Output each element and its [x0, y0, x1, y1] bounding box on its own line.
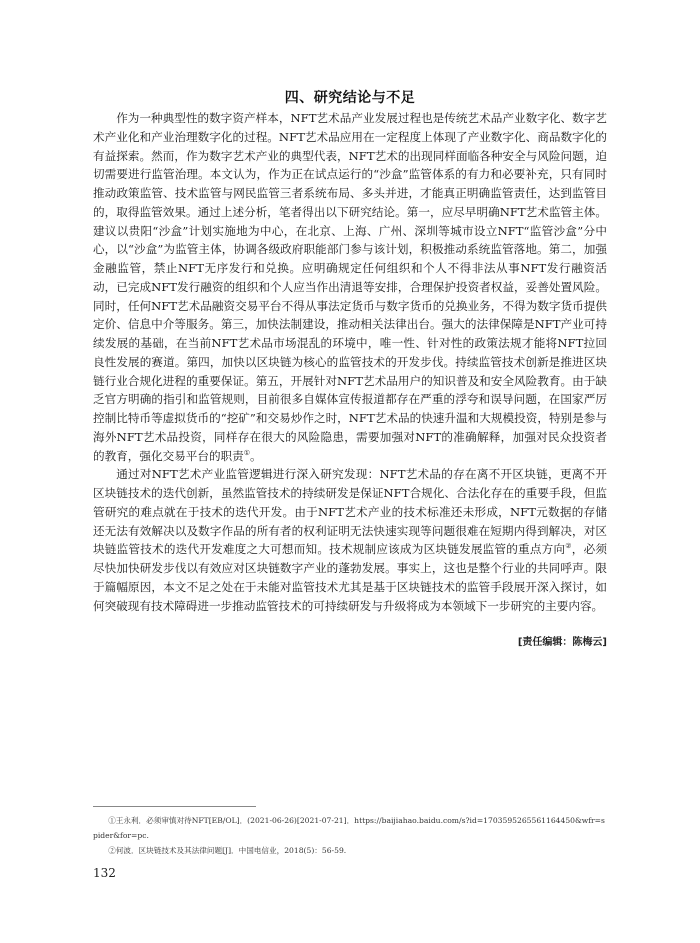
footnotes	[93, 813, 607, 858]
section-title: 四、研究结论与不足	[284, 90, 416, 106]
paragraph-text: 通过对NFT艺术产业监管逻辑进行深入研究发现：NFT艺术品的存在离不开区块链，更离不开区块链技术的迭代创新，虽然监管技术的持续研发是保证NFT合规化、合法化存在的重要手段，但监管研究的难点就在于技术的迭代开发。由于NFT艺术产业的技术标准还未形成，NFT元数据的存储还无法有效解决以及数字作品的所有者的权利证明无法快速实现等问题很难在短期内得到解决，对区块链监管技术的迭代开发难度之大可想而知。技术规制应该成为区块链发展监管的重点方向	[93, 467, 607, 557]
paragraph-tail: 。	[250, 448, 262, 463]
footnote-1: ①王永利．必须审慎对待NFT[EB/OL]．(2021-06-26)[2021-07-21]．https://baijiahao.baidu.com/s?id=1703595265561164450&wfr=spider&for=pc.	[93, 816, 605, 840]
body-text	[93, 109, 607, 615]
footnote-ref[interactable]: ①	[243, 448, 251, 457]
paragraph-tail: ，必须尽快加快研发步伐以有效应对区块链数字产业的蓬勃发展。事实上，这也是整个行业的共同呼声。限于篇幅原因，本文不足之处在于未能对监管技术尤其是基于区块链技术的监管手段展开深入探讨，如何突破现有技术障碍进一步推动监管技术的可持续研发与升级将成为本领域下一步研究的主要内容。	[93, 542, 607, 613]
paragraph-conclusions	[93, 109, 607, 465]
page-number: 132	[93, 866, 116, 880]
footnote-divider	[93, 806, 256, 807]
paragraph-limitations	[93, 465, 607, 615]
footnote-2: ②何波．区块链技术及其法律问题[J]．中国电信业，2018(5)：56-59.	[108, 846, 347, 855]
footnote-ref[interactable]: ②	[565, 542, 572, 551]
paragraph-text: 作为一种典型性的数字资产样本，NFT艺术品产业发展过程也是传统艺术品产业数字化、数字艺术产业化和产业治理数字化的过程。NFT艺术品应用在一定程度上体现了产业数字化、商品数字化的有益探索。然而，作为数字艺术产业的典型代表，NFT艺术的出现同样面临各种安全与风险问题，迫切需要进行监管治理。本文认为，作为正在试点运行的“沙盒”监管体系的有力和必要补充，只有同时推动政策监管、技术监管与网民监管三者系统布局、多头并进，才能真正明确监管责任，达到监管目的，取得监管效果。通过上述分析，笔者得出以下研究结论。第一，应尽早明确NFT艺术监管主体。建议以贵阳“沙盒”计划实施地为中心，在北京、上海、广州、深圳等城市设立NFT“监管沙盒”分中心，以“沙盒”为监管主体，协调各级政府职能部门参与该计划，积极推动系统监管落地。第二，加强金融监管，禁止NFT无序发行和兑换。应明确规定任何组织和个人不得非法从事NFT发行融资活动，已完成NFT发行融资的组织和个人应当作出清退等安排，合理保护投资者权益，妥善处置风险。同时，任何NFT艺术品融资交易平台不得从事法定货币与数字货币的兑换业务，不得为数字货币提供定价、信息中介等服务。第三，加快法制建设，推动相关法律出台。强大的法律保障是NFT产业可持续发展的基础，在当前NFT艺术品市场混乱的环境中，唯一性、针对性的政策法规才能将NFT拉回良性发展的赛道。第四，加快以区块链为核心的监管技术的开发步伐。持续监管技术创新是推进区块链行业合规化进程的重要保证。第五，开展针对NFT艺术品用户的知识普及和安全风险教育。由于缺乏官方明确的指引和监管规则，目前很多自媒体宣传报道都存在严重的浮夸和误导问题，在国家严厉控制比特币等虚拟货币的“挖矿”和交易炒作之时，NFT艺术品的快速升温和大规模投资，特别是参与海外NFT艺术品投资，同样存在很大的风险隐患，需要加强对NFT的准确解释，加强对民众投资者的教育，强化交易平台的职责	[93, 111, 607, 463]
responsible-editor: [责任编辑：陈梅云]	[517, 637, 607, 648]
